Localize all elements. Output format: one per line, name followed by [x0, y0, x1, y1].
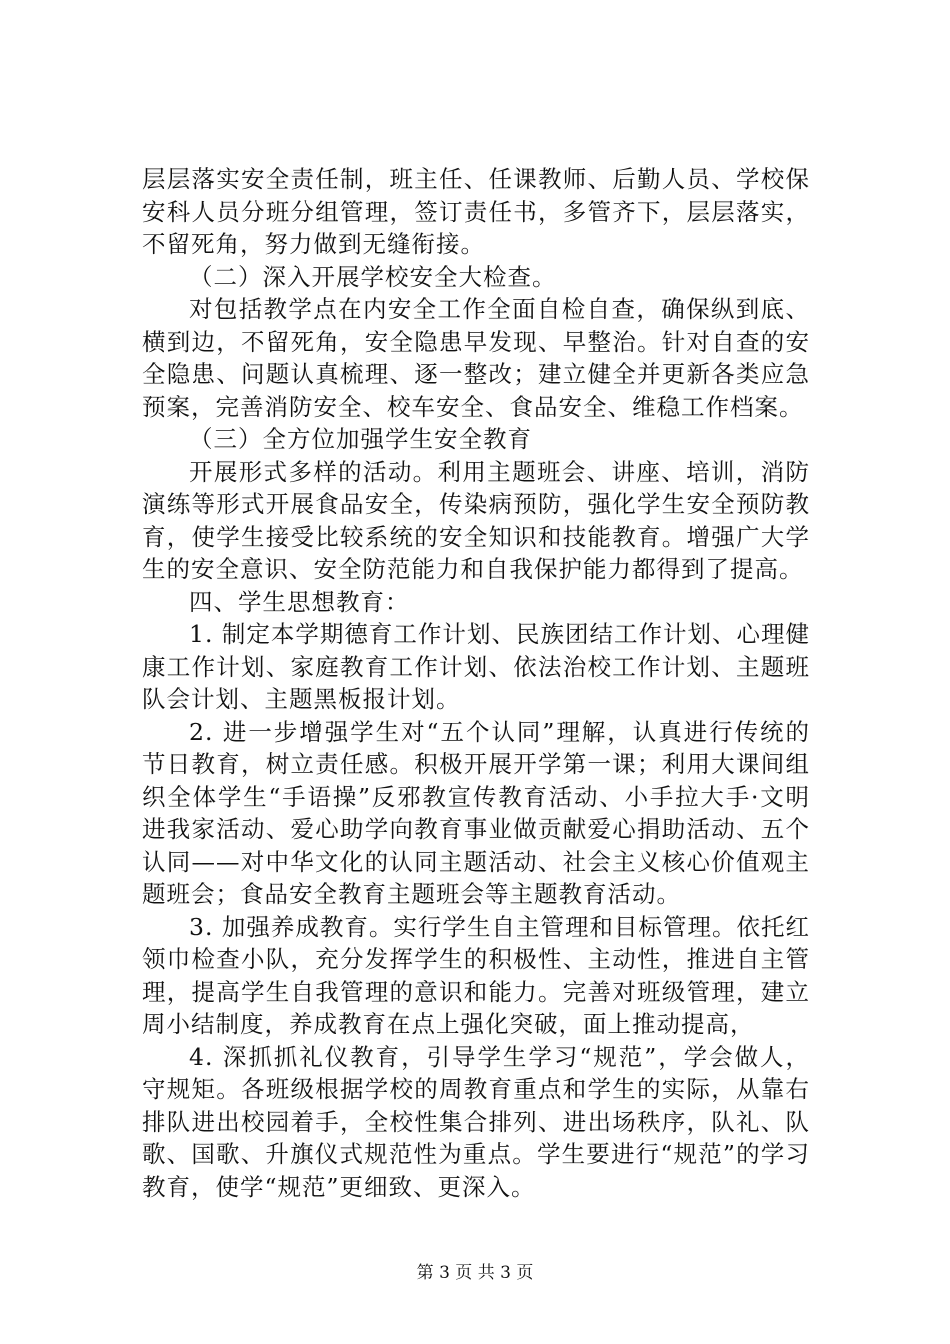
paragraph-5: 开展形式多样的活动。利用主题班会、讲座、培训，消防演练等形式开展食品安全，传染病预防，强化学生安全预防教育，使学生接受比较系统的安全知识和技能教育。增强广大学生的安全意识、安全防范能力和自我保护能力都得到了提高。 — [142, 457, 810, 583]
paragraph-3: 对包括教学点在内安全工作全面自检自查，确保纵到底、横到边，不留死角，安全隐患早发现、早整治。针对自查的安全隐患、问题认真梳理、逐一整改；建立健全并更新各类应急预案，完善消防安全、校车安全、食品安全、维稳工作档案。 — [142, 295, 810, 421]
paragraph-1: 层层落实安全责任制，班主任、任课教师、后勤人员、学校保安科人员分班分组管理，签订责任书，多管齐下，层层落实，不留死角，努力做到无缝衔接。 — [142, 165, 810, 258]
paragraph-10: 4. 深抓抓礼仪教育，引导学生学习“规范”，学会做人，守规矩。各班级根据学校的周教育重点和学生的实际，从靠右排队进出校园着手，全校性集合排列、进出场秩序，队礼、队歌、国歌、升旗仪式规范性为重点。学生要进行“规范”的学习教育，使学“规范”更细致、更深入。 — [142, 1042, 810, 1201]
paragraph-4-heading: （三）全方位加强学生安全教育 — [189, 425, 532, 453]
page-number-footer: 第 3 页 共 3 页 — [416, 1263, 534, 1283]
paragraph-7: 1. 制定本学期德育工作计划、民族团结工作计划、心理健康工作计划、家庭教育工作计划、依法治校工作计划、主题班队会计划、主题黑板报计划。 — [142, 620, 810, 713]
paragraph-9: 3. 加强养成教育。实行学生自主管理和目标管理。依托红领巾检查小队，充分发挥学生的积极性、主动性，推进自主管理，提高学生自我管理的意识和能力。完善对班级管理，建立周小结制度，养成教育在点上强化突破，面上推动提高， — [142, 912, 810, 1038]
paragraph-8: 2. 进一步增强学生对“五个认同”理解，认真进行传统的节日教育，树立责任感。积极开展开学第一课；利用大课间组织全体学生“手语操”反邪教宣传教育活动、小手拉大手·文明进我家活动、爱心助学向教育事业做贡献爱心捐助活动、五个认同——对中华文化的认同主题活动、社会主义核心价值观主题班会；食品安全教育主题班会等主题教育活动。 — [142, 717, 810, 908]
paragraph-2-heading: （二）深入开展学校安全大检查。 — [189, 262, 557, 291]
paragraph-6-heading: 四、学生思想教育： — [189, 587, 410, 616]
document-body — [142, 163, 810, 1203]
